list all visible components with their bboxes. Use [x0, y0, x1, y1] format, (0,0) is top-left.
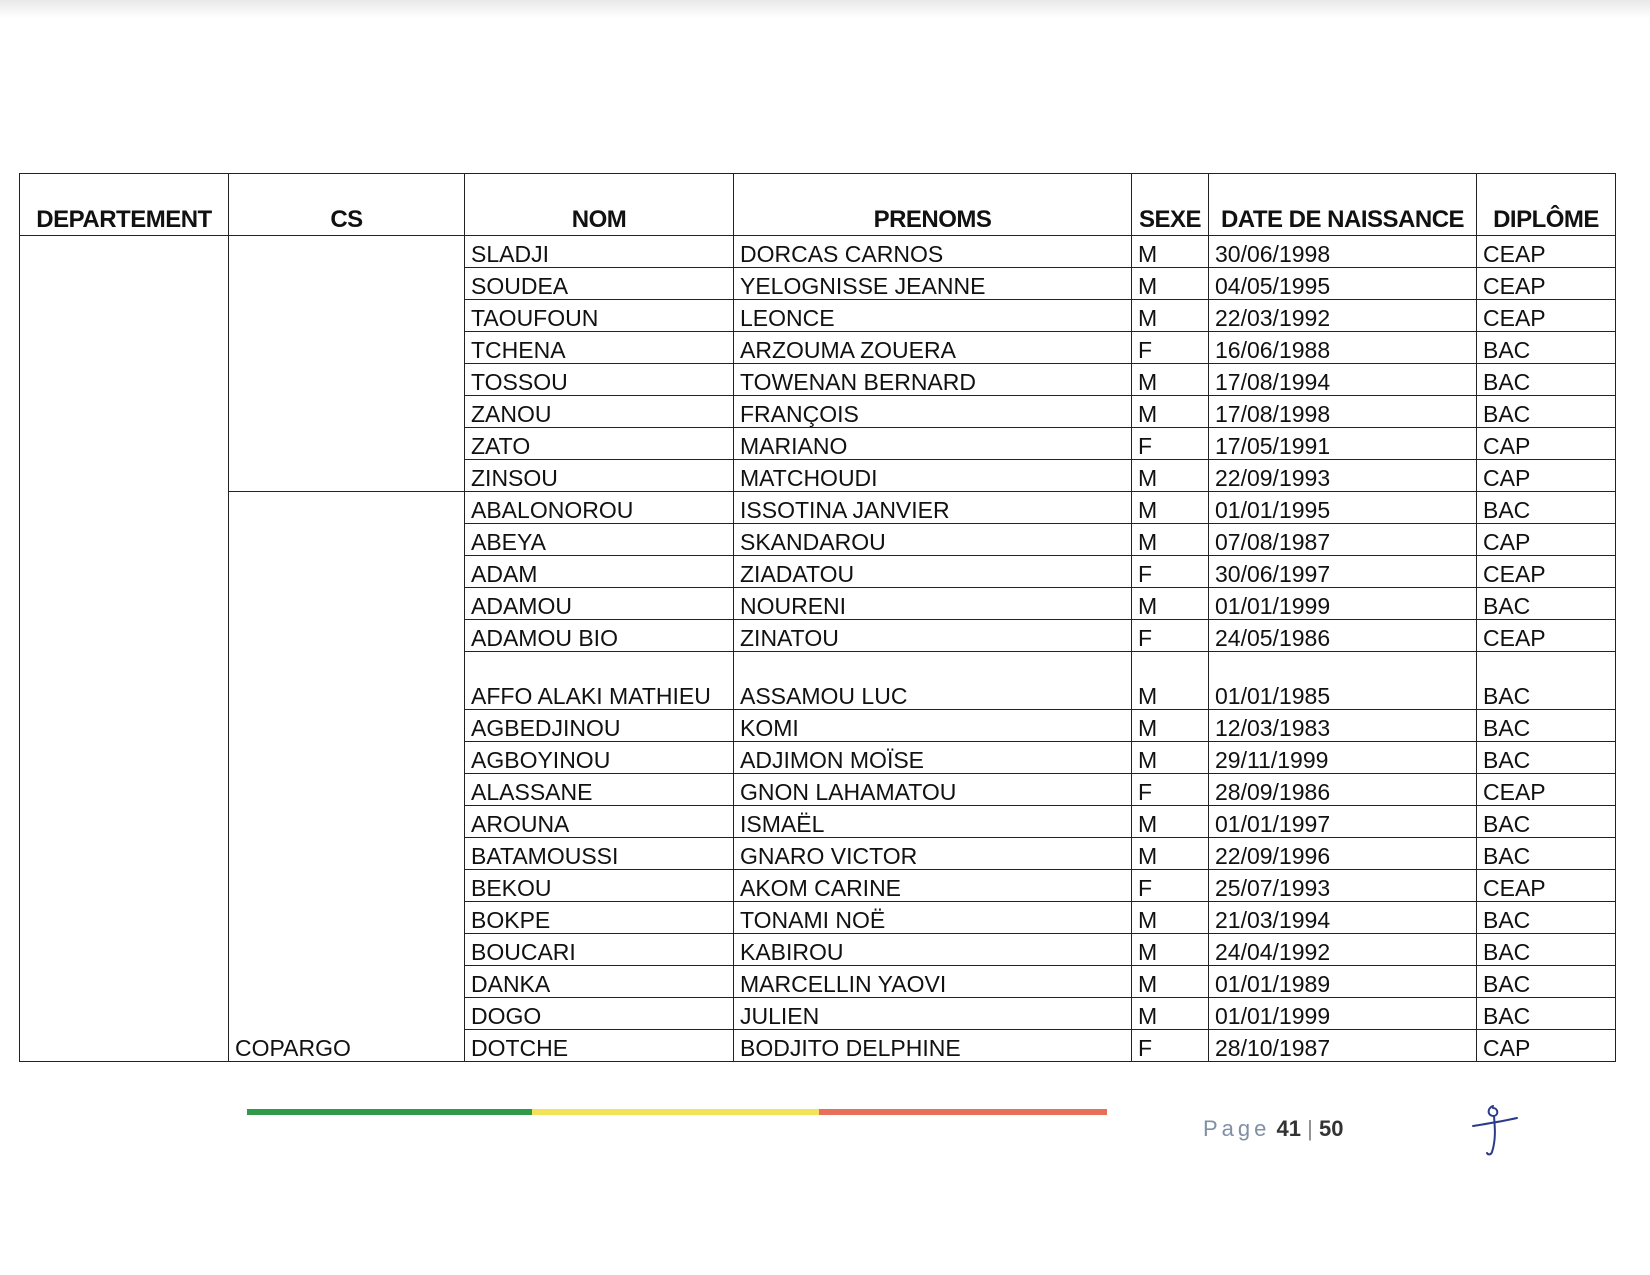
cell-date: 01/01/1999: [1209, 998, 1477, 1030]
cell-date: 01/01/1995: [1209, 492, 1477, 524]
cell-nom: ZINSOU: [465, 460, 734, 492]
cell-date: 07/08/1987: [1209, 524, 1477, 556]
band-green: [247, 1109, 532, 1115]
cell-date: 01/01/1997: [1209, 806, 1477, 838]
cell-nom: AROUNA: [465, 806, 734, 838]
cell-date: 29/11/1999: [1209, 742, 1477, 774]
cell-diplome: BAC: [1477, 934, 1616, 966]
header-nom: NOM: [465, 174, 734, 236]
header-sexe: SEXE: [1132, 174, 1209, 236]
cell-nom: ADAMOU BIO: [465, 620, 734, 652]
cell-sexe: M: [1132, 460, 1209, 492]
cell-prenoms: TONAMI NOË: [734, 902, 1132, 934]
cell-prenoms: LEONCE: [734, 300, 1132, 332]
header-prenoms: PRENOMS: [734, 174, 1132, 236]
cell-date: 01/01/1989: [1209, 966, 1477, 998]
handwritten-initials: [1465, 1100, 1525, 1160]
cell-diplome: CEAP: [1477, 774, 1616, 806]
cell-sexe: F: [1132, 774, 1209, 806]
cell-nom: ZATO: [465, 428, 734, 460]
cell-date: 30/06/1998: [1209, 236, 1477, 268]
cell-prenoms: KABIROU: [734, 934, 1132, 966]
cell-prenoms: ZINATOU: [734, 620, 1132, 652]
cell-sexe: M: [1132, 300, 1209, 332]
header-departement: DEPARTEMENT: [20, 174, 229, 236]
cell-nom: AFFO ALAKI MATHIEU: [465, 652, 734, 710]
cell-diplome: CEAP: [1477, 300, 1616, 332]
cell-diplome: BAC: [1477, 806, 1616, 838]
cell-date: 25/07/1993: [1209, 870, 1477, 902]
page-label: Page: [1203, 1116, 1271, 1141]
band-yellow: [532, 1109, 819, 1115]
cell-prenoms: GNON LAHAMATOU: [734, 774, 1132, 806]
departement-cell: [20, 236, 229, 1062]
cell-diplome: CEAP: [1477, 870, 1616, 902]
page-current: 41: [1276, 1116, 1301, 1141]
band-red: [819, 1109, 1107, 1115]
cell-prenoms: YELOGNISSE JEANNE: [734, 268, 1132, 300]
cell-nom: BATAMOUSSI: [465, 838, 734, 870]
cell-sexe: F: [1132, 332, 1209, 364]
header-cs: CS: [229, 174, 465, 236]
cell-prenoms: GNARO VICTOR: [734, 838, 1132, 870]
cell-date: 17/05/1991: [1209, 428, 1477, 460]
cell-date: 30/06/1997: [1209, 556, 1477, 588]
footer-color-band: [247, 1109, 1107, 1115]
cell-nom: SOUDEA: [465, 268, 734, 300]
cell-diplome: CEAP: [1477, 236, 1616, 268]
cell-sexe: M: [1132, 966, 1209, 998]
cell-sexe: M: [1132, 492, 1209, 524]
cell-prenoms: MARCELLIN YAOVI: [734, 966, 1132, 998]
cell-date: 22/03/1992: [1209, 300, 1477, 332]
cell-diplome: BAC: [1477, 396, 1616, 428]
cell-date: 16/06/1988: [1209, 332, 1477, 364]
cell-nom: BOUCARI: [465, 934, 734, 966]
cell-diplome: CEAP: [1477, 556, 1616, 588]
cell-sexe: M: [1132, 236, 1209, 268]
header-diplome: DIPLÔME: [1477, 174, 1616, 236]
cell-nom: BOKPE: [465, 902, 734, 934]
table-row: [20, 492, 1616, 524]
cell-sexe: M: [1132, 524, 1209, 556]
cell-prenoms: FRANÇOIS: [734, 396, 1132, 428]
cell-date: 22/09/1996: [1209, 838, 1477, 870]
cell-nom: TOSSOU: [465, 364, 734, 396]
table-header-row: [20, 174, 1616, 236]
cell-diplome: BAC: [1477, 902, 1616, 934]
cell-sexe: M: [1132, 838, 1209, 870]
cell-diplome: CAP: [1477, 524, 1616, 556]
cell-nom: DOGO: [465, 998, 734, 1030]
cell-nom: SLADJI: [465, 236, 734, 268]
cell-prenoms: SKANDAROU: [734, 524, 1132, 556]
cell-date: 01/01/1985: [1209, 652, 1477, 710]
cell-prenoms: ZIADATOU: [734, 556, 1132, 588]
cell-prenoms: NOURENI: [734, 588, 1132, 620]
cell-nom: AGBEDJINOU: [465, 710, 734, 742]
cell-sexe: M: [1132, 710, 1209, 742]
cell-sexe: M: [1132, 742, 1209, 774]
cell-prenoms: JULIEN: [734, 998, 1132, 1030]
cell-diplome: BAC: [1477, 652, 1616, 710]
cell-prenoms: ISMAËL: [734, 806, 1132, 838]
cell-prenoms: MATCHOUDI: [734, 460, 1132, 492]
cell-sexe: F: [1132, 556, 1209, 588]
cell-sexe: M: [1132, 998, 1209, 1030]
cell-prenoms: MARIANO: [734, 428, 1132, 460]
cell-sexe: F: [1132, 870, 1209, 902]
cell-diplome: CAP: [1477, 460, 1616, 492]
cell-prenoms: BODJITO DELPHINE: [734, 1030, 1132, 1062]
cell-sexe: M: [1132, 652, 1209, 710]
cell-sexe: M: [1132, 268, 1209, 300]
cell-nom: ALASSANE: [465, 774, 734, 806]
cell-nom: TAOUFOUN: [465, 300, 734, 332]
cell-date: 24/05/1986: [1209, 620, 1477, 652]
table-body: [20, 236, 1616, 1062]
cell-prenoms: ISSOTINA JANVIER: [734, 492, 1132, 524]
cell-diplome: BAC: [1477, 998, 1616, 1030]
cell-date: 28/10/1987: [1209, 1030, 1477, 1062]
cell-prenoms: KOMI: [734, 710, 1132, 742]
header-date-naissance: DATE DE NAISSANCE: [1209, 174, 1477, 236]
cell-prenoms: DORCAS CARNOS: [734, 236, 1132, 268]
cell-nom: ADAMOU: [465, 588, 734, 620]
cell-diplome: BAC: [1477, 588, 1616, 620]
cell-sexe: F: [1132, 428, 1209, 460]
table-row: [20, 236, 1616, 268]
cs-cell: [229, 236, 465, 492]
cell-date: 17/08/1998: [1209, 396, 1477, 428]
cell-prenoms: ADJIMON MOÏSE: [734, 742, 1132, 774]
page-total: 50: [1318, 1116, 1344, 1141]
cell-nom: ADAM: [465, 556, 734, 588]
page-separator: |: [1307, 1116, 1313, 1141]
cell-nom: ABALONOROU: [465, 492, 734, 524]
cell-nom: ZANOU: [465, 396, 734, 428]
scan-top-edge: [0, 0, 1650, 18]
cell-nom: ABEYA: [465, 524, 734, 556]
cell-prenoms: AKOM CARINE: [734, 870, 1132, 902]
cell-date: 21/03/1994: [1209, 902, 1477, 934]
cell-nom: TCHENA: [465, 332, 734, 364]
cell-date: 22/09/1993: [1209, 460, 1477, 492]
cell-sexe: M: [1132, 934, 1209, 966]
cell-sexe: M: [1132, 588, 1209, 620]
cell-date: 04/05/1995: [1209, 268, 1477, 300]
cell-diplome: CAP: [1477, 428, 1616, 460]
cell-prenoms: ARZOUMA ZOUERA: [734, 332, 1132, 364]
cell-diplome: CEAP: [1477, 620, 1616, 652]
cell-sexe: M: [1132, 364, 1209, 396]
page-number: [1203, 1116, 1343, 1142]
cell-sexe: F: [1132, 620, 1209, 652]
cell-diplome: BAC: [1477, 966, 1616, 998]
cell-diplome: BAC: [1477, 492, 1616, 524]
cell-prenoms: TOWENAN BERNARD: [734, 364, 1132, 396]
cs-cell: COPARGO: [229, 492, 465, 1062]
cell-date: 12/03/1983: [1209, 710, 1477, 742]
cell-diplome: CEAP: [1477, 268, 1616, 300]
cell-diplome: BAC: [1477, 332, 1616, 364]
cell-date: 28/09/1986: [1209, 774, 1477, 806]
cell-diplome: BAC: [1477, 742, 1616, 774]
cell-diplome: CAP: [1477, 1030, 1616, 1062]
cell-date: 17/08/1994: [1209, 364, 1477, 396]
cell-date: 01/01/1999: [1209, 588, 1477, 620]
cell-nom: BEKOU: [465, 870, 734, 902]
cell-diplome: BAC: [1477, 710, 1616, 742]
cell-diplome: BAC: [1477, 838, 1616, 870]
cell-nom: AGBOYINOU: [465, 742, 734, 774]
cell-sexe: M: [1132, 806, 1209, 838]
cell-sexe: M: [1132, 396, 1209, 428]
cell-diplome: BAC: [1477, 364, 1616, 396]
cell-sexe: M: [1132, 902, 1209, 934]
cell-prenoms: ASSAMOU LUC: [734, 652, 1132, 710]
roster-table: [19, 173, 1616, 1062]
cell-date: 24/04/1992: [1209, 934, 1477, 966]
cell-nom: DOTCHE: [465, 1030, 734, 1062]
cell-sexe: F: [1132, 1030, 1209, 1062]
cell-nom: DANKA: [465, 966, 734, 998]
